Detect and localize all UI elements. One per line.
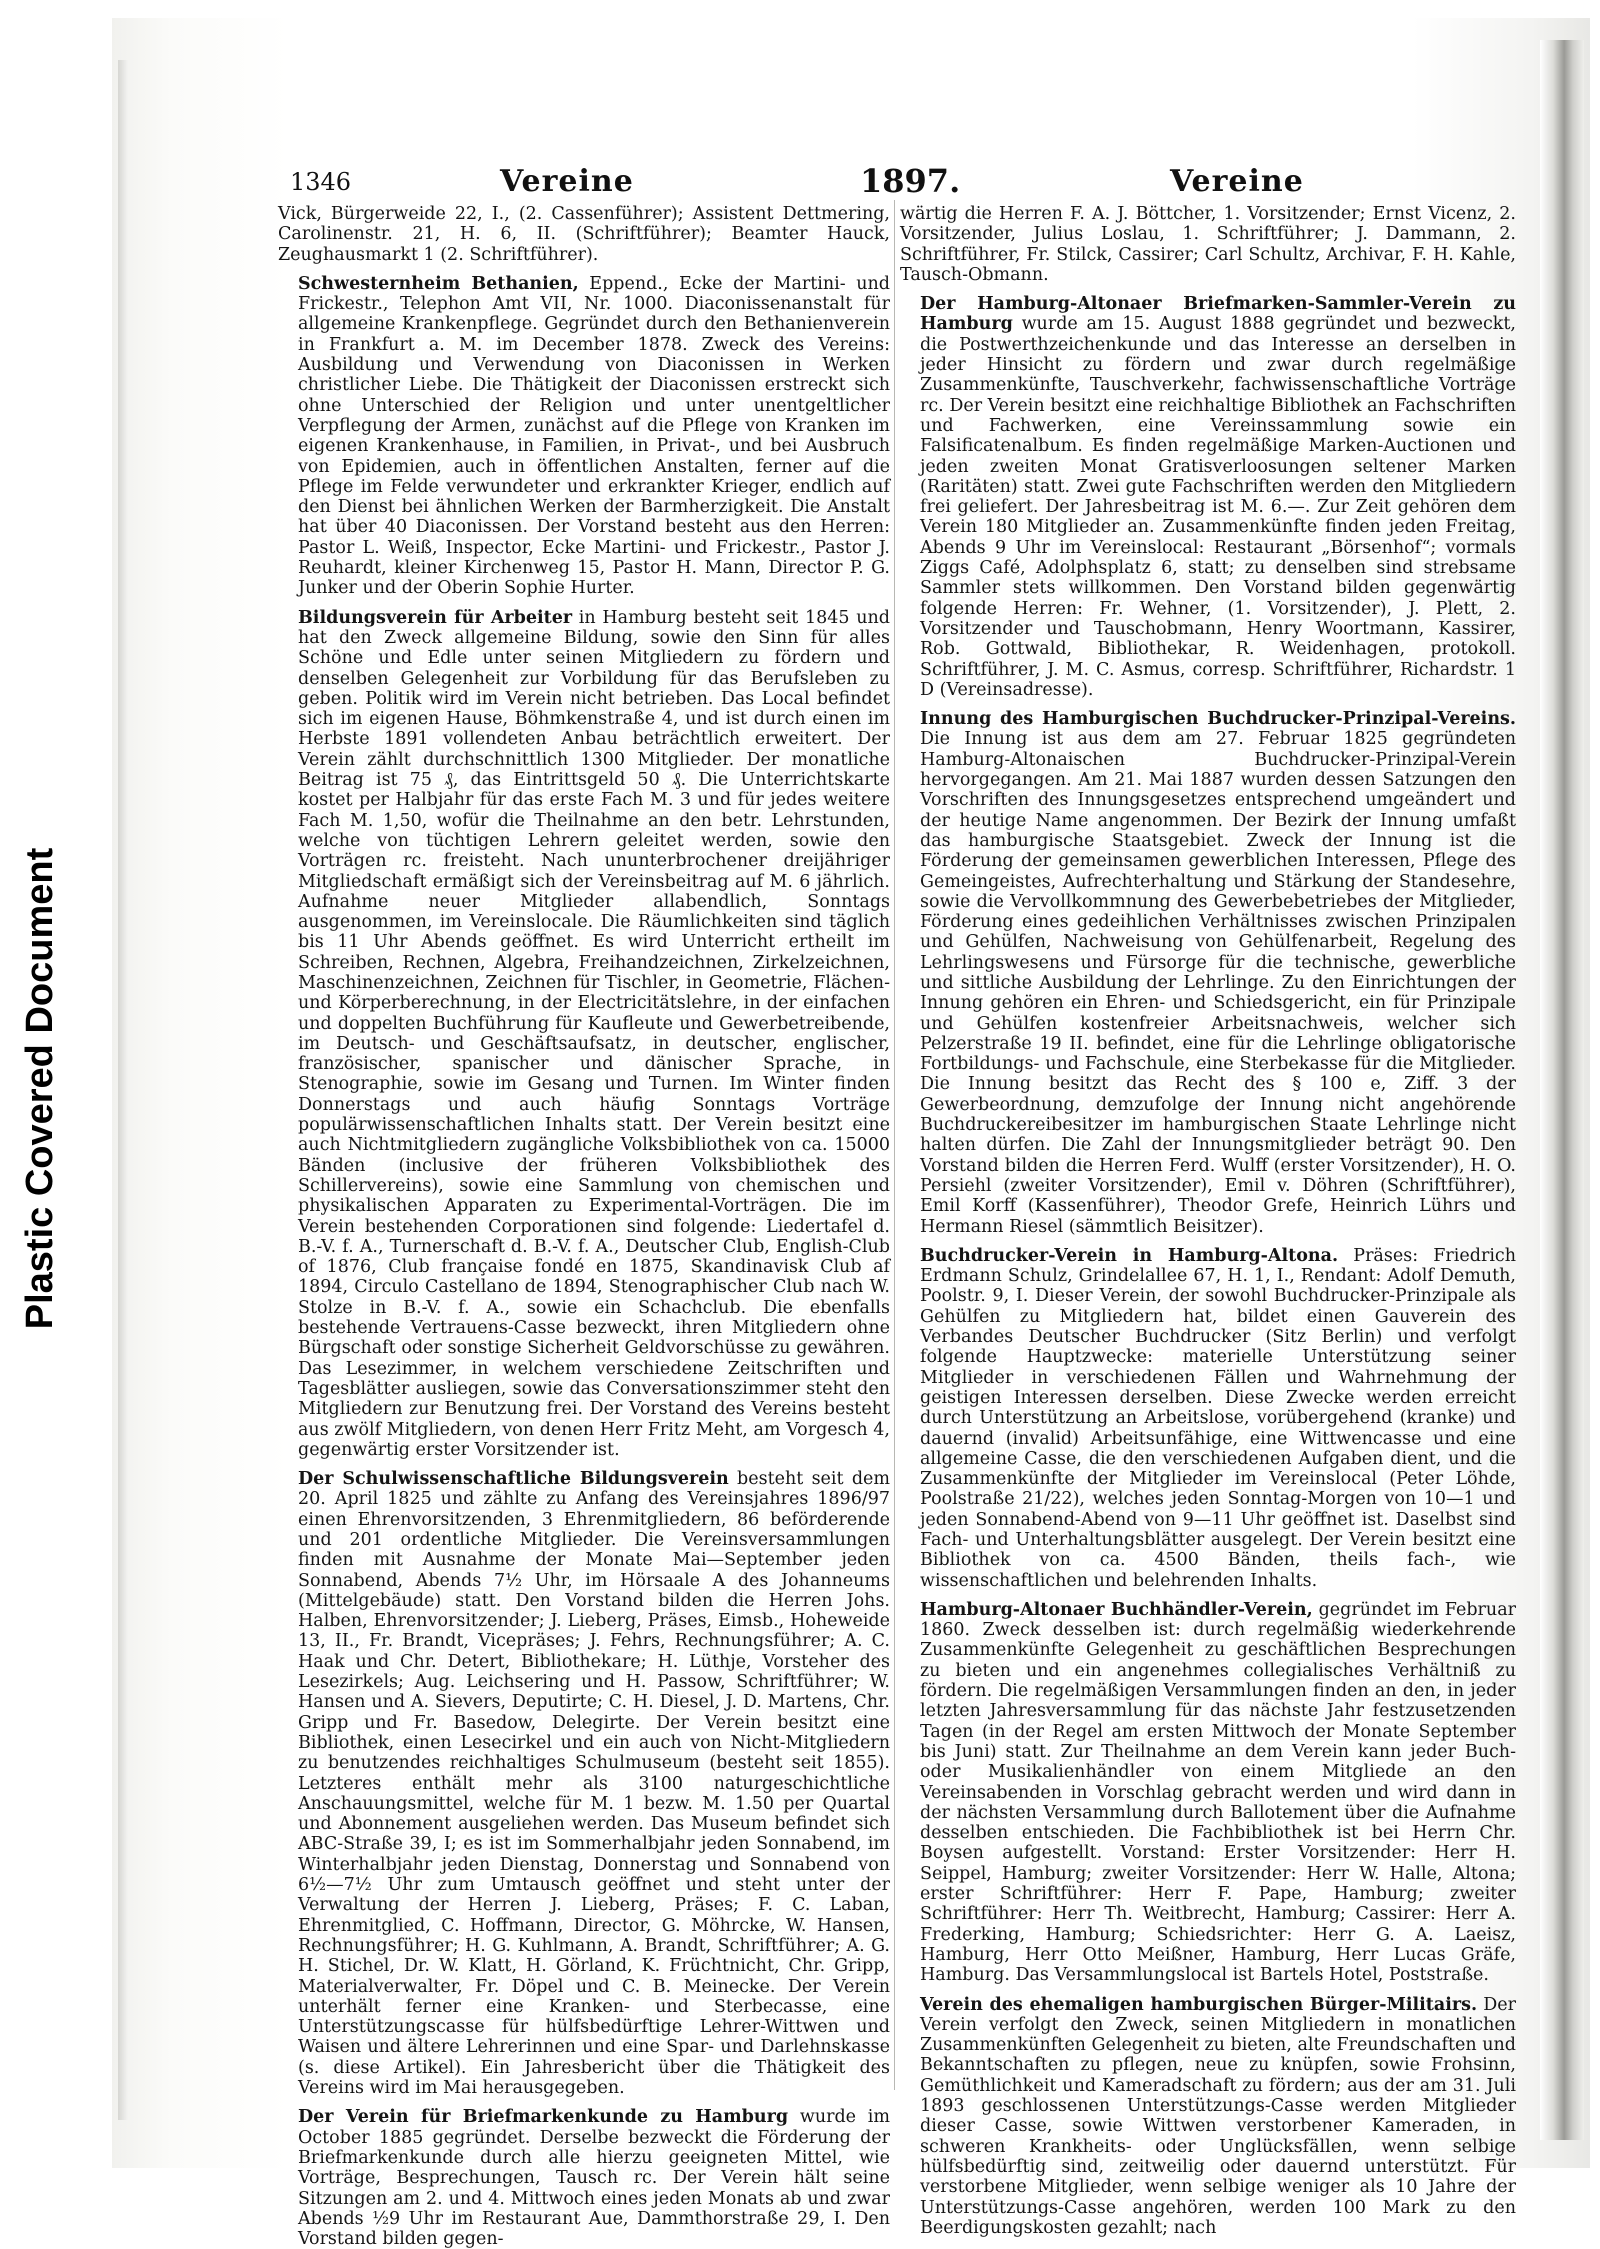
right-column: [900, 204, 1516, 2238]
entry-paragraph: [278, 204, 890, 265]
entry-paragraph: [900, 294, 1516, 700]
entry-heading: Der Schulwissenschaftliche Bildungsverein: [298, 1469, 729, 1490]
entry-paragraph: [900, 709, 1516, 1237]
page-number: 1346: [290, 168, 352, 196]
entry-heading: Bildungsverein für Arbeiter: [298, 607, 573, 628]
plastic-covered-label: Plastic Covered Document: [19, 847, 62, 1330]
book-spine-shadow: [1540, 40, 1584, 2140]
entry-text: wärtig die Herren F. A. J. Böttcher, 1. Vorsitzender; Ernst Vicenz, 2. Vorsitzender, Julius Loslau, 1. Schriftführer; J. Dammann, 2. Schriftführer, Fr. Stilck, Cassirer; Carl Schultz, Archivar, F. H. Kahle, Tausch-Obmann.: [900, 204, 1516, 285]
entry-heading: Hamburg-Altonaer Buchhändler-Verein,: [920, 1599, 1313, 1620]
column-divider: [894, 200, 895, 2090]
entry-heading: Der Hamburg-Altonaer Briefmarken-Sammler-Verein zu Hamburg: [920, 294, 1516, 335]
year: 1897.: [860, 162, 961, 200]
entry-heading: Der Verein für Briefmarkenkunde zu Hamburg: [298, 2107, 789, 2128]
entry-paragraph: [900, 204, 1516, 285]
entry-text: besteht seit dem 20. April 1825 und zählte zu Anfang des Vereinsjahres 1896/97 einen Ehrenvorsitzenden, 3 Ehrenmitgliedern, 86 beförderende und 201 ordentliche Mitglieder. Die Vereinsversammlungen finden mit Ausnahme der Monate Mai—September jeden Sonnabend, Abends 7½ Uhr, im Hörsaale A des Johanneums (Mittelgebäude) statt. Den Vorstand bilden die Herren Johs. Halben, Ehrenvorsitzender; J. Lieberg, Präses, Eimsb., Hoheweide 13, II., Fr. Brandt, Vicepräses; J. Fehrs, Rechnungsführer; A. C. Haak und Chr. Detert, Bibliothekare; H. Lüthje, Vorsteher des Lesezirkels; Aug. Leichsering und H. Passow, Schriftführer; W. Hansen und A. Sievers, Deputirte; C. H. Diesel, J. D. Martens, Chr. Gripp und Fr. Basedow, Delegirte. Der Verein besitzt eine Bibliothek, einen Lesecirkel und ein auch von Nicht-Mitgliedern zu benutzendes reichhaltiges Schulmuseum (besteht seit 1855). Letzteres enthält mehr als 3100 naturgeschichtliche Anschauungsmittel, welche für M. 1 bezw. M. 1.50 per Quartal und Abonnement ausgeliehen werden. Das Museum befindet sich ABC-Straße 39, I; es ist im Sommerhalbjahr jeden Sonnabend, im Winterhalbjahr jeden Dienstag, Donnerstag und Sonnabend von 6½—7½ Uhr zum Umtausch geöffnet und steht unter der Verwaltung der Herren J. Lieberg, Präses; F. C. Laban, Ehrenmitglied, C. Hoffmann, Director, G. Möhrcke, W. Hansen, Rechnungsführer; H. G. Kuhlmann, A. Brandt, Schriftführer; A. G. H. Stichel, Dr. W. Klatt, H. Görland, K. Früchtnicht, Chr. Gripp, Materialverwalter, Fr. Döpel und C. B. Meinecke. Der Verein unterhält ferner eine Kranken- und Sterbecasse, eine Unterstützungscasse für hülfsbedürftige Lehrer-Wittwen und Waisen und ältere Lehrerinnen und eine Spar- und Darlehnskasse (s. diese Artikel). Ein Jahresbericht über die Thätigkeit des Vereins wird im Mai herausgegeben.: [298, 1469, 890, 2099]
left-column: [278, 204, 890, 2249]
page-edge-left: [118, 60, 128, 2120]
entry-paragraph: [278, 2107, 890, 2249]
entry-text: wurde im October 1885 gegründet. Derselbe bezweckt die Förderung der Briefmarkenkunde durch alle hierzu geeigneten Mittel, wie Vorträge, Besprechungen, Tausch rc. Der Verein hält seine Sitzungen am 2. und 4. Mittwoch eines jeden Monats ab und zwar Abends ½9 Uhr im Restaurant Aue, Dammthorstraße 29, I. Den Vorstand bilden gegen-: [298, 2107, 890, 2249]
entry-text: wurde am 15. August 1888 gegründet und bezweckt, die Postwerthzeichenkunde und das Interesse an derselben in jeder Hinsicht zu fördern und zwar durch regelmäßige Zusammenkünfte, Tauschverkehr, fachwissenschaftliche Vorträge rc. Der Verein besitzt eine reichhaltige Bibliothek an Fachschriften und Fachwerken, eine Vereinssammlung sowie ein Falsificatenalbum. Es finden regelmäßige Marken-Auctionen und jeden zweiten Monat Gratisverloosungen seltener Marken (Raritäten) statt. Zwei gute Fachschriften werden den Mitgliedern frei geliefert. Der Jahresbeitrag ist M. 6.—. Zur Zeit gehören dem Verein 180 Mitglieder an. Zusammenkünfte finden jeden Freitag, Abends 9 Uhr im Vereinslocal: Restaurant „Börsenhof“; vormals Ziggs Café, Adolphsplatz 6, statt; zu denselben sind strebsame Sammler stets willkommen. Den Vorstand bilden gegenwärtig folgende Herren: Fr. Wehner, (1. Vorsitzender), J. Plett, 2. Vorsitzender und Tauschobmann, Henry Woortmann, Kassirer, Rob. Gottwald, Bibliothekar, R. Weidenhagen, protokoll. Schriftführer, J. M. C. Asmus, corresp. Schriftführer, Richardstr. 1 D (Vereinsadresse).: [920, 314, 1516, 700]
entry-heading: Innung des Hamburgischen Buchdrucker-Prinzipal-Vereins.: [920, 709, 1516, 730]
entry-paragraph: [900, 1246, 1516, 1591]
running-title-left: Vereine: [500, 164, 634, 199]
entry-heading: Buchdrucker-Verein in Hamburg-Altona.: [920, 1245, 1339, 1266]
entry-paragraph: [278, 1469, 890, 2098]
entry-text: Präses: Friedrich Erdmann Schulz, Grindelallee 67, H. 1, I., Rendant: Adolf Demuth, Poolstr. 9, I. Dieser Verein, der sowohl Buchdrucker-Prinzipale als Gehülfen zu Mitgliedern hat, bildet einen Gauverein des Verbandes Deutscher Buchdrucker (Sitz Berlin) und verfolgt folgende Hauptzwecke: materielle Unterstützung seiner Mitglieder in verschiedenen Fällen und Wahrnehmung der geistigen Interessen derselben. Diese Zwecke werden erreicht durch Unterstützung an Arbeitslose, vorübergehend (kranke) und dauernd (invalid) Arbeitsunfähige, eine Wittwencasse und eine allgemeine Casse, die den verschiedenen Aufgaben dient, und die Zusammenkünfte der Mitglieder im Vereinslocal (Peter Löhde, Poolstraße 21/22), welches jeden Sonntag-Morgen von 10—1 und jeden Sonnabend-Abend von 9—11 Uhr geöffnet ist. Daselbst sind Fach- und Unterhaltungsblätter ausgelegt. Der Verein besitzt eine Bibliothek von ca. 4500 Bänden, theils fach-, wie wissenschaftlichen und belehrenden Inhalts.: [920, 1245, 1516, 1591]
entry-text: Vick, Bürgerweide 22, I., (2. Cassenführer); Assistent Dettmering, Carolinenstr. 21, H. 6, II. (Schriftführer); Beamter Hauck, Zeughausmarkt 1 (2. Schriftführer).: [278, 204, 890, 265]
entry-paragraph: [278, 608, 890, 1460]
entry-paragraph: [900, 1600, 1516, 1986]
entry-text: gegründet im Februar 1860. Zweck desselben ist: durch regelmäßig wiederkehrende Zusammenkünfte Gelegenheit zu geschäftlichen Besprechungen zu bieten und ein angenehmes collegialisches Verhältniß zu fördern. Die regelmäßigen Versammlungen finden an den, in jeder letzten Jahresversammlung für das nächste Jahr festzusetzenden Tagen (in der Regel am ersten Mittwoch der Monate September bis Juni) statt. Zur Theilnahme an dem Verein kann jeder Buch- oder Musikalienhändler von einem Mitgliede an den Vereinsabenden in Vorschlag gebracht werden und wird dann in der nächsten Versammlung durch Ballotement über die Aufnahme desselben entschieden. Die Fachbibliothek ist bei Herrn Chr. Boysen aufgestellt. Vorstand: Erster Vorsitzender: Herr H. Seippel, Hamburg; zweiter Vorsitzender: Herr W. Halle, Altona; erster Schriftführer: Herr F. Pape, Hamburg; zweiter Schriftführer: Herr Th. Weitbrecht, Hamburg; Cassirer: Herr A. Frederking, Hamburg; Schiedsrichter: Herr G. A. Laeisz, Hamburg, Herr Otto Meißner, Hamburg, Herr Lucas Gräfe, Hamburg. Das Versammlungslocal ist Bartels Hotel, Poststraße.: [920, 1599, 1516, 1986]
entry-text: in Hamburg besteht seit 1845 und hat den Zweck allgemeine Bildung, sowie den Sinn für alles Schöne und Edle unter seinen Mitgliedern zu fördern und denselben Gelegenheit zur Vorbildung für das Berufsleben zu geben. Politik wird im Verein nicht betrieben. Das Local befindet sich im eigenen Hause, Böhmkenstraße 4, und ist durch einen im Herbste 1891 vollendeten Anbau beträchtlich erweitert. Der Verein zählt durchschnittlich 1300 Mitglieder. Der monatliche Beitrag ist 75 ₰, das Eintrittsgeld 50 ₰. Die Unterrichtskarte kostet per Halbjahr für das erste Fach M. 3 und für jedes weitere Fach M. 1,50, wofür die Theilnahme an den betr. Lehrstunden, welche von tüchtigen Lehrern geleitet werden, sowie den Vorträgen rc. freisteht. Nach ununterbrochener dreijähriger Mitgliedschaft ermäßigt sich der Vereinsbeitrag auf M. 6 jährlich. Aufnahme neuer Mitglieder allabendlich, Sonntags ausgenommen, im Vereinslocale. Die Räumlichkeiten sind täglich bis 11 Uhr Abends geöffnet. Es wird Unterricht ertheilt im Schreiben, Rechnen, Algebra, Freihandzeichnen, Zirkelzeichnen, Maschinenzeichnen, Zeichnen für Tischler, in Geometrie, Flächen- und Körperberechnung, in der Electricitätslehre, in der einfachen und doppelten Buchführung für Kaufleute und Gewerbetreibende, im Deutsch- und Geschäftsaufsatz, in deutscher, englischer, französischer, spanischer und dänischer Sprache, in Stenographie, sowie im Gesang und Turnen. Im Winter finden Donnerstags und auch häufig Sonntags Vorträge populärwissenschaftlichen Inhalts statt. Der Verein besitzt eine auch Nichtmitgliedern zugängliche Volksbibliothek von ca. 15000 Bänden (inclusive der früheren Volksbibliothek des Schillervereins), sowie eine Sammlung von chemischen und physikalischen Apparaten zu Experimental-Vorträgen. Die im Verein bestehenden Corporationen sind folgende: Liedertafel d. B.-V. f. A., Turnerschaft d. B.-V. f. A., Deutscher Club, English-Club of 1876, Club française fondé en 1875, Skandinavisk Club af 1894, Circulo Castellano de 1894, Stenographischer Club nach W. Stolze in B.-V. f. A., sowie ein Schachclub. Die ebenfalls bestehende Vertrauens-Casse bezweckt, ihren Mitgliedern ohne Bürgschaft oder sonstige Sicherheit Geldvorschüsse zu gewähren. Das Lesezimmer, in welchem verschiedene Zeitschriften und Tagesblätter ausliegen, sowie das Conversationszimmer steht den Mitgliedern zur Benutzung frei. Der Vorstand des Vereins besteht aus zwölf Mitgliedern, von denen Herr Fritz Meht, am Vorgesch 4, gegenwärtig erster Vorsitzender ist.: [298, 607, 890, 1460]
entry-text: Der Verein verfolgt den Zweck, seinen Mitgliedern in monatlichen Zusammenkünften Gelegenheit zu bieten, alte Freundschaften und Bekanntschaften zu pflegen, neue zu knüpfen, sowie Frohsinn, Gemüthlichkeit und Kameradschaft zu fördern; aus der am 31. Juli 1893 geschlossenen Unterstützungs-Casse werden Mitglieder dieser Casse, sowie Wittwen verstorbener Kameraden, in schweren Krankheits- oder Unglücksfällen, wenn selbige hülfsbedürftig sind, zeitweilig oder dauernd unterstützt. Für verstorbene Mitglieder, wenn selbige weniger als 10 Jahre der Unterstützungs-Casse angehören, werden 100 Mark zu den Beerdigungskosten gezahlt; nach: [920, 1994, 1516, 2238]
side-label-container: [6, 0, 76, 2177]
entry-paragraph: [900, 1995, 1516, 2239]
entry-heading: Schwesternheim Bethanien,: [298, 273, 579, 294]
entry-text: Eppend., Ecke der Martini- und Frickestr., Telephon Amt VII, Nr. 1000. Diaconissenanstalt für allgemeine Krankenpflege. Gegründet durch den Bethanienverein in Frankfurt a. M. im December 1878. Zweck des Vereins: Ausbildung und Verwendung von Diaconissen in Werken christlicher Liebe. Die Thätigkeit der Diaconissen erstreckt sich ohne Unterschied der Religion und unter unentgeltlicher Verpflegung der Armen, zunächst auf die Pflege von Kranken im eigenen Krankenhause, in Familien, in Privat-, und bei Ausbruch von Epidemien, auch in öffentlichen Anstalten, ferner auf die Pflege im Felde verwundeter und erkrankter Krieger, endlich auf den Dienst bei ähnlichen Werken der Barmherzigkeit. Die Anstalt hat über 40 Diaconissen. Der Vorstand besteht aus den Herren: Pastor L. Weiß, Inspector, Ecke Martini- und Frickestr., Pastor J. Reuhardt, kleiner Kirchenweg 15, Pastor H. Mann, Director P. G. Junker und der Oberin Sophie Hurter.: [298, 273, 890, 599]
entry-text: Die Innung ist aus dem am 27. Februar 1825 gegründeten Hamburg-Altonaischen Buchdrucker-Prinzipal-Verein hervorgegangen. Am 21. Mai 1887 wurden dessen Satzungen den Vorschriften des Innungsgesetzes entsprechend umgeändert und der heutige Name angenommen. Der Bezirk der Innung umfaßt das hamburgische Staatsgebiet. Zweck der Innung ist die Förderung der gemeinsamen gewerblichen Interessen, Pflege des Gemeingeistes, Aufrechterhaltung und Stärkung der Standesehre, sowie die Vervollkommnung des Gewerbebetriebes der Mitglieder, Förderung eines gedeihlichen Verhältnisses zwischen Prinzipalen und Gehülfen, Nachweisung von Gehülfenarbeit, Regelung des Lehrlingswesens und Fürsorge für die technische, gewerbliche und sittliche Ausbildung der Lehrlinge. Zu den Einrichtungen der Innung gehören ein Ehren- und Schiedsgericht, ein für Prinzipale und Gehülfen kostenfreier Arbeitsnachweis, welcher sich Pelzerstraße 19 II. befindet, eine für die Lehrlinge obligatorische Fortbildungs- und Fachschule, eine Sterbekasse für die Mitglieder. Die Innung besitzt das Recht des § 100 e, Ziff. 3 der Gewerbeordnung, demzufolge der Innung nicht angehörende Buchdruckereibesitzer im hamburgischen Staate Lehrlinge nicht halten dürfen. Die Zahl der Innungsmitglieder beträgt 90. Den Vorstand bilden die Herren Ferd. Wulff (erster Vorsitzender), H. O. Persiehl (zweiter Vorsitzender), Emil v. Döhren (Schriftführer), Emil Korff (Kassenführer), Theodor Grefe, Heinrich Lührs und Hermann Riesel (sämmtlich Beisitzer).: [920, 729, 1516, 1237]
running-title-right: Vereine: [1170, 164, 1304, 199]
entry-heading: Verein des ehemaligen hamburgischen Bürger-Militairs.: [920, 1994, 1478, 2015]
page-header: [290, 160, 1490, 206]
entry-paragraph: [278, 274, 890, 599]
